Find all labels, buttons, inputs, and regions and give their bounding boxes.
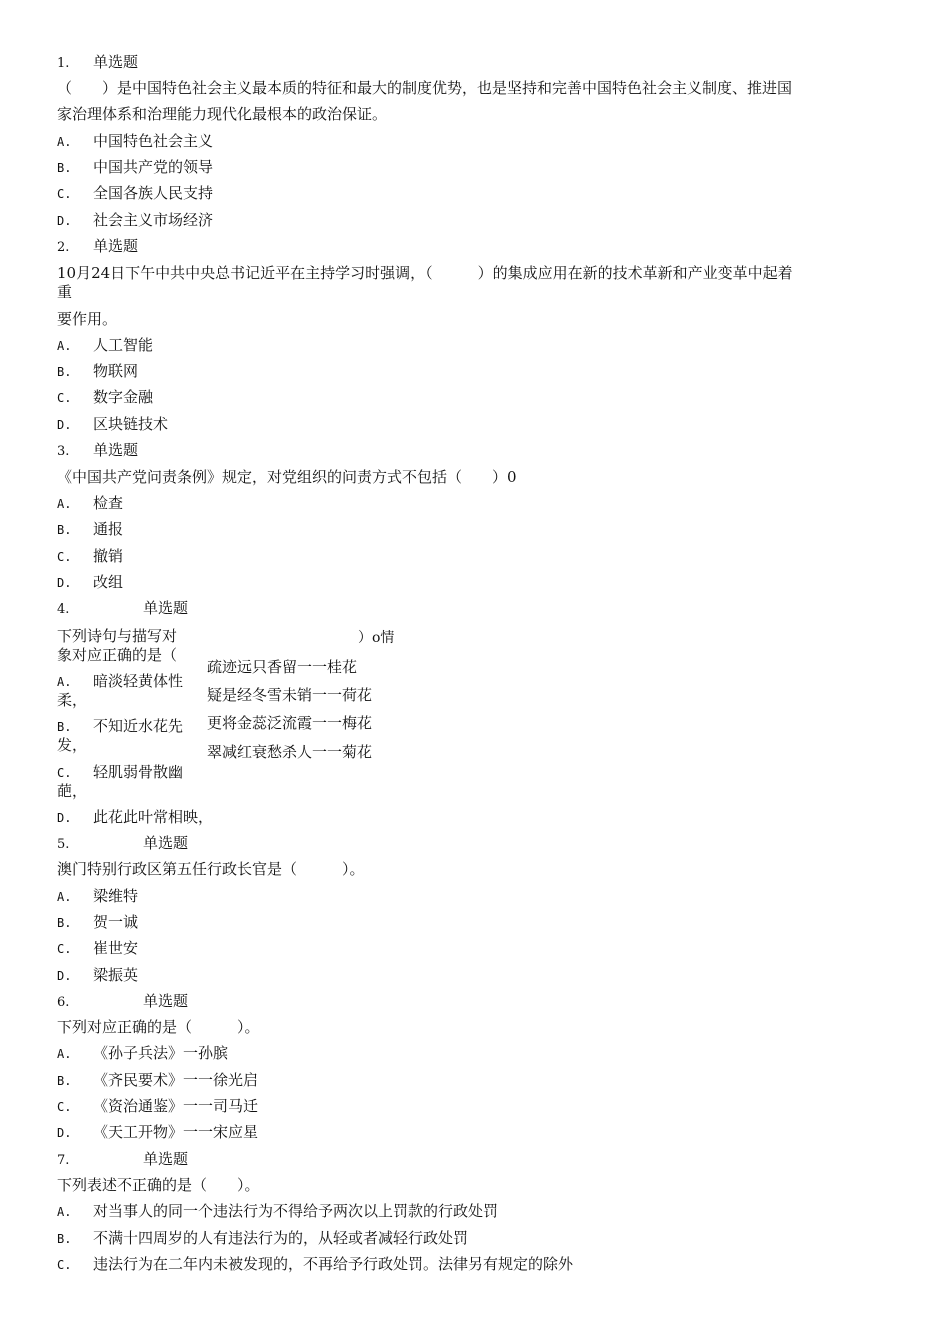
option-label: C. — [57, 942, 72, 956]
option-label: A. — [57, 497, 72, 511]
option-text: 轻肌弱骨散幽 — [93, 763, 184, 781]
question-2-header — [57, 236, 138, 258]
question-3-stem-line-1: 《中国共产党问责条例》规定，对党组织的问责方式不包括（ ）0 — [57, 468, 517, 486]
question-7-option-b[interactable] — [57, 1228, 468, 1249]
question-4-option-d[interactable] — [57, 807, 213, 828]
question-4-option-a-cont: 柔， — [57, 691, 88, 709]
question-1-header — [57, 52, 138, 74]
question-type: 单选题 — [143, 834, 189, 852]
question-3-header — [57, 440, 138, 462]
option-text: 撤销 — [93, 547, 124, 565]
question-5-stem-line-1: 澳门特别行政区第五任行政长官是（ ）。 — [57, 860, 365, 878]
option-text: 暗淡轻黄体性 — [93, 672, 184, 690]
option-text: 中国特色社会主义 — [93, 132, 214, 150]
question-2-stem-line-1: 10月24日下午中共中央总书记近平在主持学习时强调，（ ）的集成应用在新的技术革新和产业变革中起着 — [57, 264, 793, 282]
option-label: C. — [57, 391, 72, 405]
question-type: 单选题 — [93, 237, 139, 255]
question-3-option-b[interactable] — [57, 519, 123, 540]
question-type: 单选题 — [143, 1150, 189, 1168]
option-text: 中国共产党的领导 — [93, 158, 214, 176]
question-6-option-c[interactable] — [57, 1096, 258, 1117]
question-number: 4. — [57, 602, 70, 617]
question-1-option-a[interactable] — [57, 131, 213, 152]
option-label: C. — [57, 1100, 72, 1114]
option-label: B. — [57, 523, 72, 537]
question-4-option-b[interactable] — [57, 716, 183, 737]
question-4-option-c[interactable] — [57, 762, 183, 783]
question-4-stem-left-2: 象对应正确的是（ — [57, 646, 178, 664]
option-label: A. — [57, 890, 72, 904]
question-2-stem-line-3: 要作用。 — [57, 310, 118, 328]
question-5-header — [57, 833, 188, 855]
option-label: A. — [57, 135, 72, 149]
question-4-header — [57, 598, 188, 620]
question-4-stem-left-1: 下列诗句与描写对 — [57, 627, 178, 645]
question-type: 单选题 — [93, 53, 139, 71]
option-label: D. — [57, 214, 72, 228]
option-text: 梁振英 — [93, 966, 139, 984]
option-text: 梁维特 — [93, 887, 139, 905]
question-4-right-line-3: 更将金蕊泛流霞一一梅花 — [207, 714, 373, 732]
option-text: 对当事人的同一个违法行为不得给予两次以上罚款的行政处罚 — [93, 1202, 499, 1220]
option-text: 《资治通鉴》一一司马迁 — [93, 1097, 259, 1115]
question-4-option-c-cont: 葩， — [57, 782, 88, 800]
question-number: 5. — [57, 837, 70, 852]
question-7-header — [57, 1149, 188, 1171]
question-6-option-b[interactable] — [57, 1070, 258, 1091]
question-4-option-b-cont: 发， — [57, 736, 88, 754]
question-4-stem-right: ）o情 — [358, 630, 395, 646]
option-label: D. — [57, 811, 72, 825]
option-label: B. — [57, 916, 72, 930]
option-text: 全国各族人民支持 — [93, 184, 214, 202]
question-type: 单选题 — [143, 599, 189, 617]
question-number: 2. — [57, 240, 70, 255]
question-1-stem-line-1: （ ）是中国特色社会主义最本质的特征和最大的制度优势，也是坚持和完善中国特色社会主义制度、推进国 — [57, 79, 793, 97]
question-4-right-line-1: 疏迹远只香留一一桂花 — [207, 658, 358, 676]
option-label: B. — [57, 365, 72, 379]
option-label: A. — [57, 339, 72, 353]
option-label: B. — [57, 1074, 72, 1088]
question-5-option-b[interactable] — [57, 912, 138, 933]
option-text: 此花此叶常相映， — [93, 808, 214, 826]
question-1-option-b[interactable] — [57, 157, 213, 178]
option-label: B. — [57, 720, 72, 734]
option-label: D. — [57, 418, 72, 432]
question-4-right-line-4: 翠减红衰愁杀人一一菊花 — [207, 743, 373, 761]
question-number: 1. — [57, 56, 70, 71]
option-text: 数字金融 — [93, 388, 154, 406]
question-3-option-c[interactable] — [57, 546, 123, 567]
option-text: 《齐民要术》一一徐光启 — [93, 1071, 259, 1089]
question-type: 单选题 — [93, 441, 139, 459]
option-label: C. — [57, 766, 72, 780]
option-label: A. — [57, 1205, 72, 1219]
option-label: B. — [57, 161, 72, 175]
option-label: D. — [57, 576, 72, 590]
question-1-option-c[interactable] — [57, 183, 213, 204]
option-label: D. — [57, 1126, 72, 1140]
option-text: 贺一诚 — [93, 913, 139, 931]
option-text: 社会主义市场经济 — [93, 211, 214, 229]
option-text: 通报 — [93, 520, 124, 538]
option-text: 《孙子兵法》一孙膑 — [93, 1044, 229, 1062]
question-number: 6. — [57, 995, 70, 1010]
option-text: 改组 — [93, 573, 124, 591]
question-2-option-d[interactable] — [57, 414, 168, 435]
question-1-option-d[interactable] — [57, 210, 213, 231]
question-7-stem-line-1: 下列表述不正确的是（ ）。 — [57, 1176, 260, 1194]
option-label: C. — [57, 1258, 72, 1272]
option-label: A. — [57, 1047, 72, 1061]
option-label: C. — [57, 550, 72, 564]
question-5-option-c[interactable] — [57, 938, 138, 959]
question-3-option-a[interactable] — [57, 493, 123, 514]
question-6-stem-line-1: 下列对应正确的是（ ）。 — [57, 1018, 260, 1036]
question-1-stem-line-2: 家治理体系和治理能力现代化最根本的政治保证。 — [57, 105, 388, 123]
option-label: C. — [57, 187, 72, 201]
option-text: 《天工开物》一一宋应星 — [93, 1123, 259, 1141]
question-6-option-d[interactable] — [57, 1122, 258, 1143]
question-6-header — [57, 991, 188, 1013]
option-label: B. — [57, 1232, 72, 1246]
option-label: D. — [57, 969, 72, 983]
question-3-option-d[interactable] — [57, 572, 123, 593]
option-text: 区块链技术 — [93, 415, 169, 433]
option-label: A. — [57, 675, 72, 689]
question-number: 7. — [57, 1153, 70, 1168]
question-7-option-c[interactable] — [57, 1254, 573, 1275]
option-text: 崔世安 — [93, 939, 139, 957]
question-number: 3. — [57, 444, 70, 459]
question-5-option-a[interactable] — [57, 886, 138, 907]
question-4-option-a[interactable] — [57, 671, 183, 692]
question-type: 单选题 — [143, 992, 189, 1010]
option-text: 不知近水花先 — [93, 717, 184, 735]
option-text: 不满十四周岁的人有违法行为的，从轻或者减轻行政处罚 — [93, 1229, 469, 1247]
question-4-right-line-2: 疑是经冬雪未销一一荷花 — [207, 686, 373, 704]
question-2-option-a[interactable] — [57, 335, 153, 356]
question-2-option-c[interactable] — [57, 387, 153, 408]
option-text: 人工智能 — [93, 336, 154, 354]
question-7-option-a[interactable] — [57, 1201, 498, 1222]
question-5-option-d[interactable] — [57, 965, 138, 986]
option-text: 检查 — [93, 494, 124, 512]
option-text: 物联网 — [93, 362, 139, 380]
question-2-stem-line-2: 重 — [57, 283, 73, 301]
question-6-option-a[interactable] — [57, 1043, 228, 1064]
option-text: 违法行为在二年内未被发现的，不再给予行政处罚。法律另有规定的除外 — [93, 1255, 574, 1273]
question-2-option-b[interactable] — [57, 361, 138, 382]
